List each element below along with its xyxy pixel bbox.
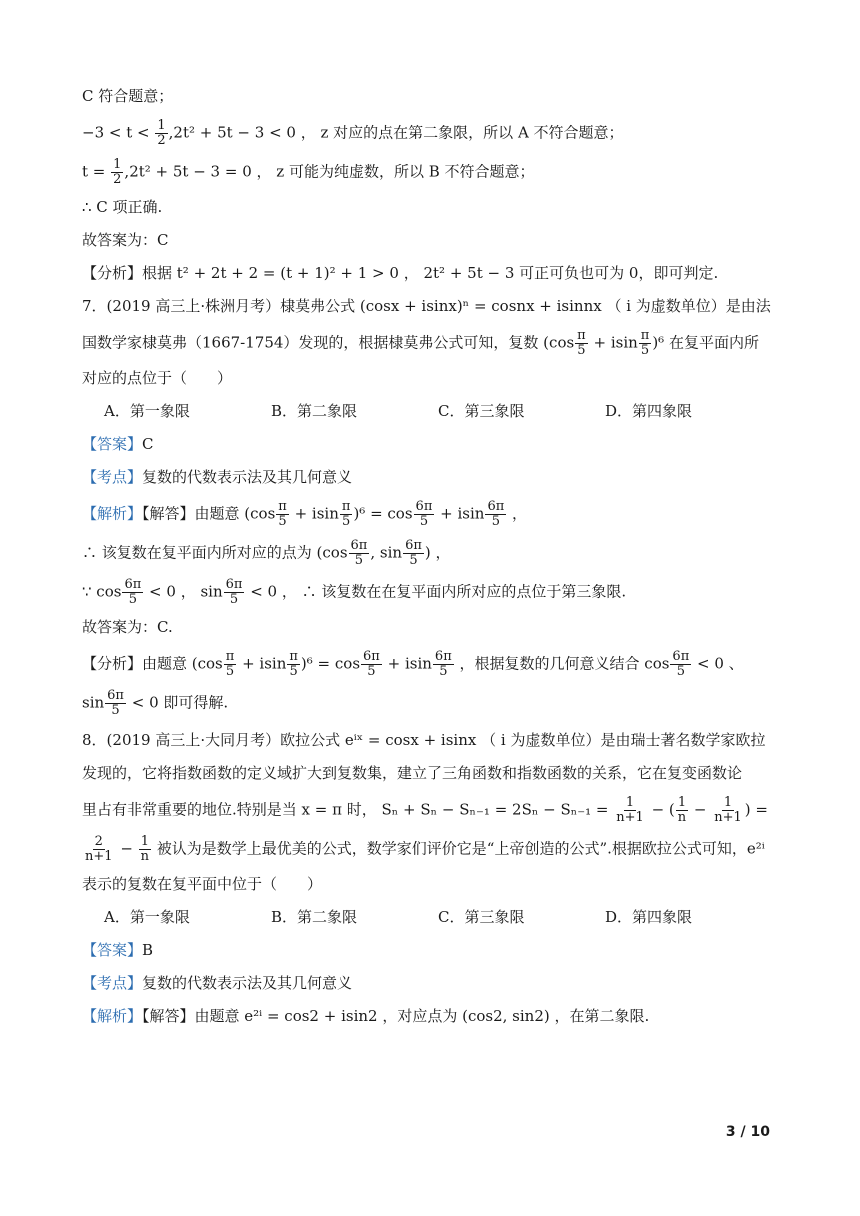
fraction: $\frac{\pi}{5}$ [278, 499, 287, 529]
fraction: $\frac{2}{n+1}$ [85, 834, 113, 864]
document-body [82, 84, 772, 1029]
solution-line: 【解析】【解答】由题意 e²ⁱ = cos2 + isin2 ，对应点为 (cos2, sin2) ，在第二象限. [82, 1007, 650, 1025]
solution-tag: 【解析】 [82, 1007, 143, 1025]
fraction: $\frac{\pi}{5}$ [289, 649, 298, 679]
question-8-stem: 8．(2019 高三上·大同月考）欧拉公式 eⁱˣ = cosx + isinx （ i 为虚数单位）是由瑞士著名数学家欧拉 [82, 731, 766, 749]
answer-tag: 【答案】 [82, 435, 143, 453]
option-a: A．第一象限 [104, 402, 190, 420]
text-line: t = $\frac{1}{2}$ ,2t² + 5t − 3 = 0 ， z 可能为纯虚数，所以 B 不符合题意； [82, 157, 535, 187]
keypoint-line: 【考点】复数的代数表示法及其几何意义 [82, 974, 353, 992]
fraction: $\frac{6\pi}{5}$ [434, 649, 452, 679]
fraction: $\frac{1}{n}$ [140, 834, 150, 864]
fraction: $\frac{1}{n+1}$ [616, 795, 644, 825]
question-8-stem: $\frac{2}{n+1}$ − $\frac{1}{n}$ 被认为是数学上最优美的公式，数学家们评价它是“上帝创造的公式”.根据欧拉公式可知，e²ⁱ [85, 834, 765, 864]
fraction: $\frac{6\pi}{5}$ [225, 577, 243, 607]
keypoint-line: 【考点】复数的代数表示法及其几何意义 [82, 468, 353, 486]
fraction: $\frac{\pi}{5}$ [225, 649, 235, 679]
fraction: $\frac{1}{n}$ [677, 795, 687, 825]
question-7-stem: 对应的点位于（ ） [82, 369, 233, 387]
question-8-options [82, 905, 772, 930]
fraction: $\frac{6\pi}{5}$ [415, 499, 433, 529]
solution-tag: 【解析】 [82, 504, 143, 523]
fraction: $\frac{\pi}{5}$ [640, 328, 650, 358]
solution-line: ∵ cos $\frac{6\pi}{5}$ < 0 ， sin $\frac{6\pi}{5}$ < 0 ， ∴ 该复数在在复平面内所对应的点位于第三象限. [82, 577, 627, 607]
option-b: B．第二象限 [271, 402, 358, 420]
option-c: C．第三象限 [438, 402, 525, 420]
text-line: −3 < t < $\frac{1}{2}$ ,2t² + 5t − 3 < 0 ， z 对应的点在第二象限，所以 A 不符合题意； [82, 118, 624, 148]
fraction: $\frac{\pi}{5}$ [341, 499, 351, 529]
option-b: B．第二象限 [271, 908, 358, 926]
fraction: $\frac{1}{n+1}$ [714, 795, 742, 825]
solution-line: ∴ 该复数在复平面内所对应的点为 (cos $\frac{6\pi}{5}$ , sin $\frac{6\pi}{5}$ ) ， [82, 538, 451, 568]
fraction: $\frac{\pi}{5}$ [577, 328, 586, 358]
analysis-line: 【分析】根据 t² + 2t + 2 = (t + 1)² + 1 > 0 ， 2t² + 5t − 3 可正可负也可为 0，即可判定. [82, 264, 719, 282]
question-7-options [82, 399, 772, 424]
fraction: $\frac{6\pi}{5}$ [672, 649, 690, 679]
fraction: $\frac{1}{2}$ [157, 118, 166, 148]
fraction: $\frac{6\pi}{5}$ [124, 577, 142, 607]
fraction: $\frac{1}{2}$ [113, 157, 122, 187]
analysis-line: sin $\frac{6\pi}{5}$ < 0 即可得解. [82, 688, 229, 718]
answer-line: 【答案】C [82, 435, 154, 453]
text-line: ∴ C 项正确. [82, 198, 163, 216]
fraction: $\frac{6\pi}{5}$ [350, 538, 368, 568]
question-8-stem: 里占有非常重要的地位.特别是当 x = π 时， Sₙ + Sₙ − Sₙ₋₁ = 2Sₙ − Sₙ₋₁ = $\frac{1}{n+1}$ − ( $\frac{1}{n}$ − $\frac{1}{n+1}$ ) = [82, 795, 768, 825]
answer-line: 【答案】B [82, 941, 154, 959]
fraction: $\frac{6\pi}{5}$ [487, 499, 505, 529]
option-d: D．第四象限 [605, 908, 693, 926]
text-line: C 符合题意； [82, 87, 174, 105]
solution-line: 【解析】【解答】由题意 (cos $\frac{\pi}{5}$ + isin $\frac{\pi}{5}$ )⁶ = cos $\frac{6\pi}{5}$ + isin $\frac{6\pi}{5}$ ， [82, 499, 528, 529]
question-7-stem: 国数学家棣莫弗（1667-1754）发现的，根据棣莫弗公式可知，复数 (cos $\frac{\pi}{5}$ + isin $\frac{\pi}{5}$ )⁶ 在复平面内所 [82, 328, 759, 358]
question-8-stem: 发现的，它将指数函数的定义域扩大到复数集，建立了三角函数和指数函数的关系，它在复变函数论 [82, 764, 743, 782]
fraction: $\frac{6\pi}{5}$ [107, 688, 124, 718]
fraction: $\frac{6\pi}{5}$ [363, 649, 380, 679]
option-d: D．第四象限 [605, 402, 693, 420]
keypoint-tag: 【考点】 [82, 974, 143, 992]
final-answer-line: 故答案为：C. [82, 618, 173, 636]
text-line: 故答案为：C [82, 231, 169, 249]
option-c: C．第三象限 [438, 908, 525, 926]
option-a: A．第一象限 [104, 908, 190, 926]
fraction: $\frac{6\pi}{5}$ [405, 538, 422, 568]
keypoint-tag: 【考点】 [82, 468, 143, 486]
page-number: 3 / 10 [725, 1124, 770, 1140]
question-8-stem: 表示的复数在复平面中位于（ ） [82, 875, 323, 893]
answer-tag: 【答案】 [82, 941, 143, 959]
analysis-line: 【分析】由题意 (cos $\frac{\pi}{5}$ + isin $\frac{\pi}{5}$ )⁶ = cos $\frac{6\pi}{5}$ + isin $\frac{6\pi}{5}$ ，根据复数的几何意义结合 cos $\frac{6\pi}{5}$ < 0 、 [82, 649, 744, 679]
question-7-stem: 7．(2019 高三上·株洲月考）棣莫弗公式 (cosx + isinx)ⁿ = cosnx + isinnx （ i 为虚数单位）是由法 [82, 297, 771, 315]
